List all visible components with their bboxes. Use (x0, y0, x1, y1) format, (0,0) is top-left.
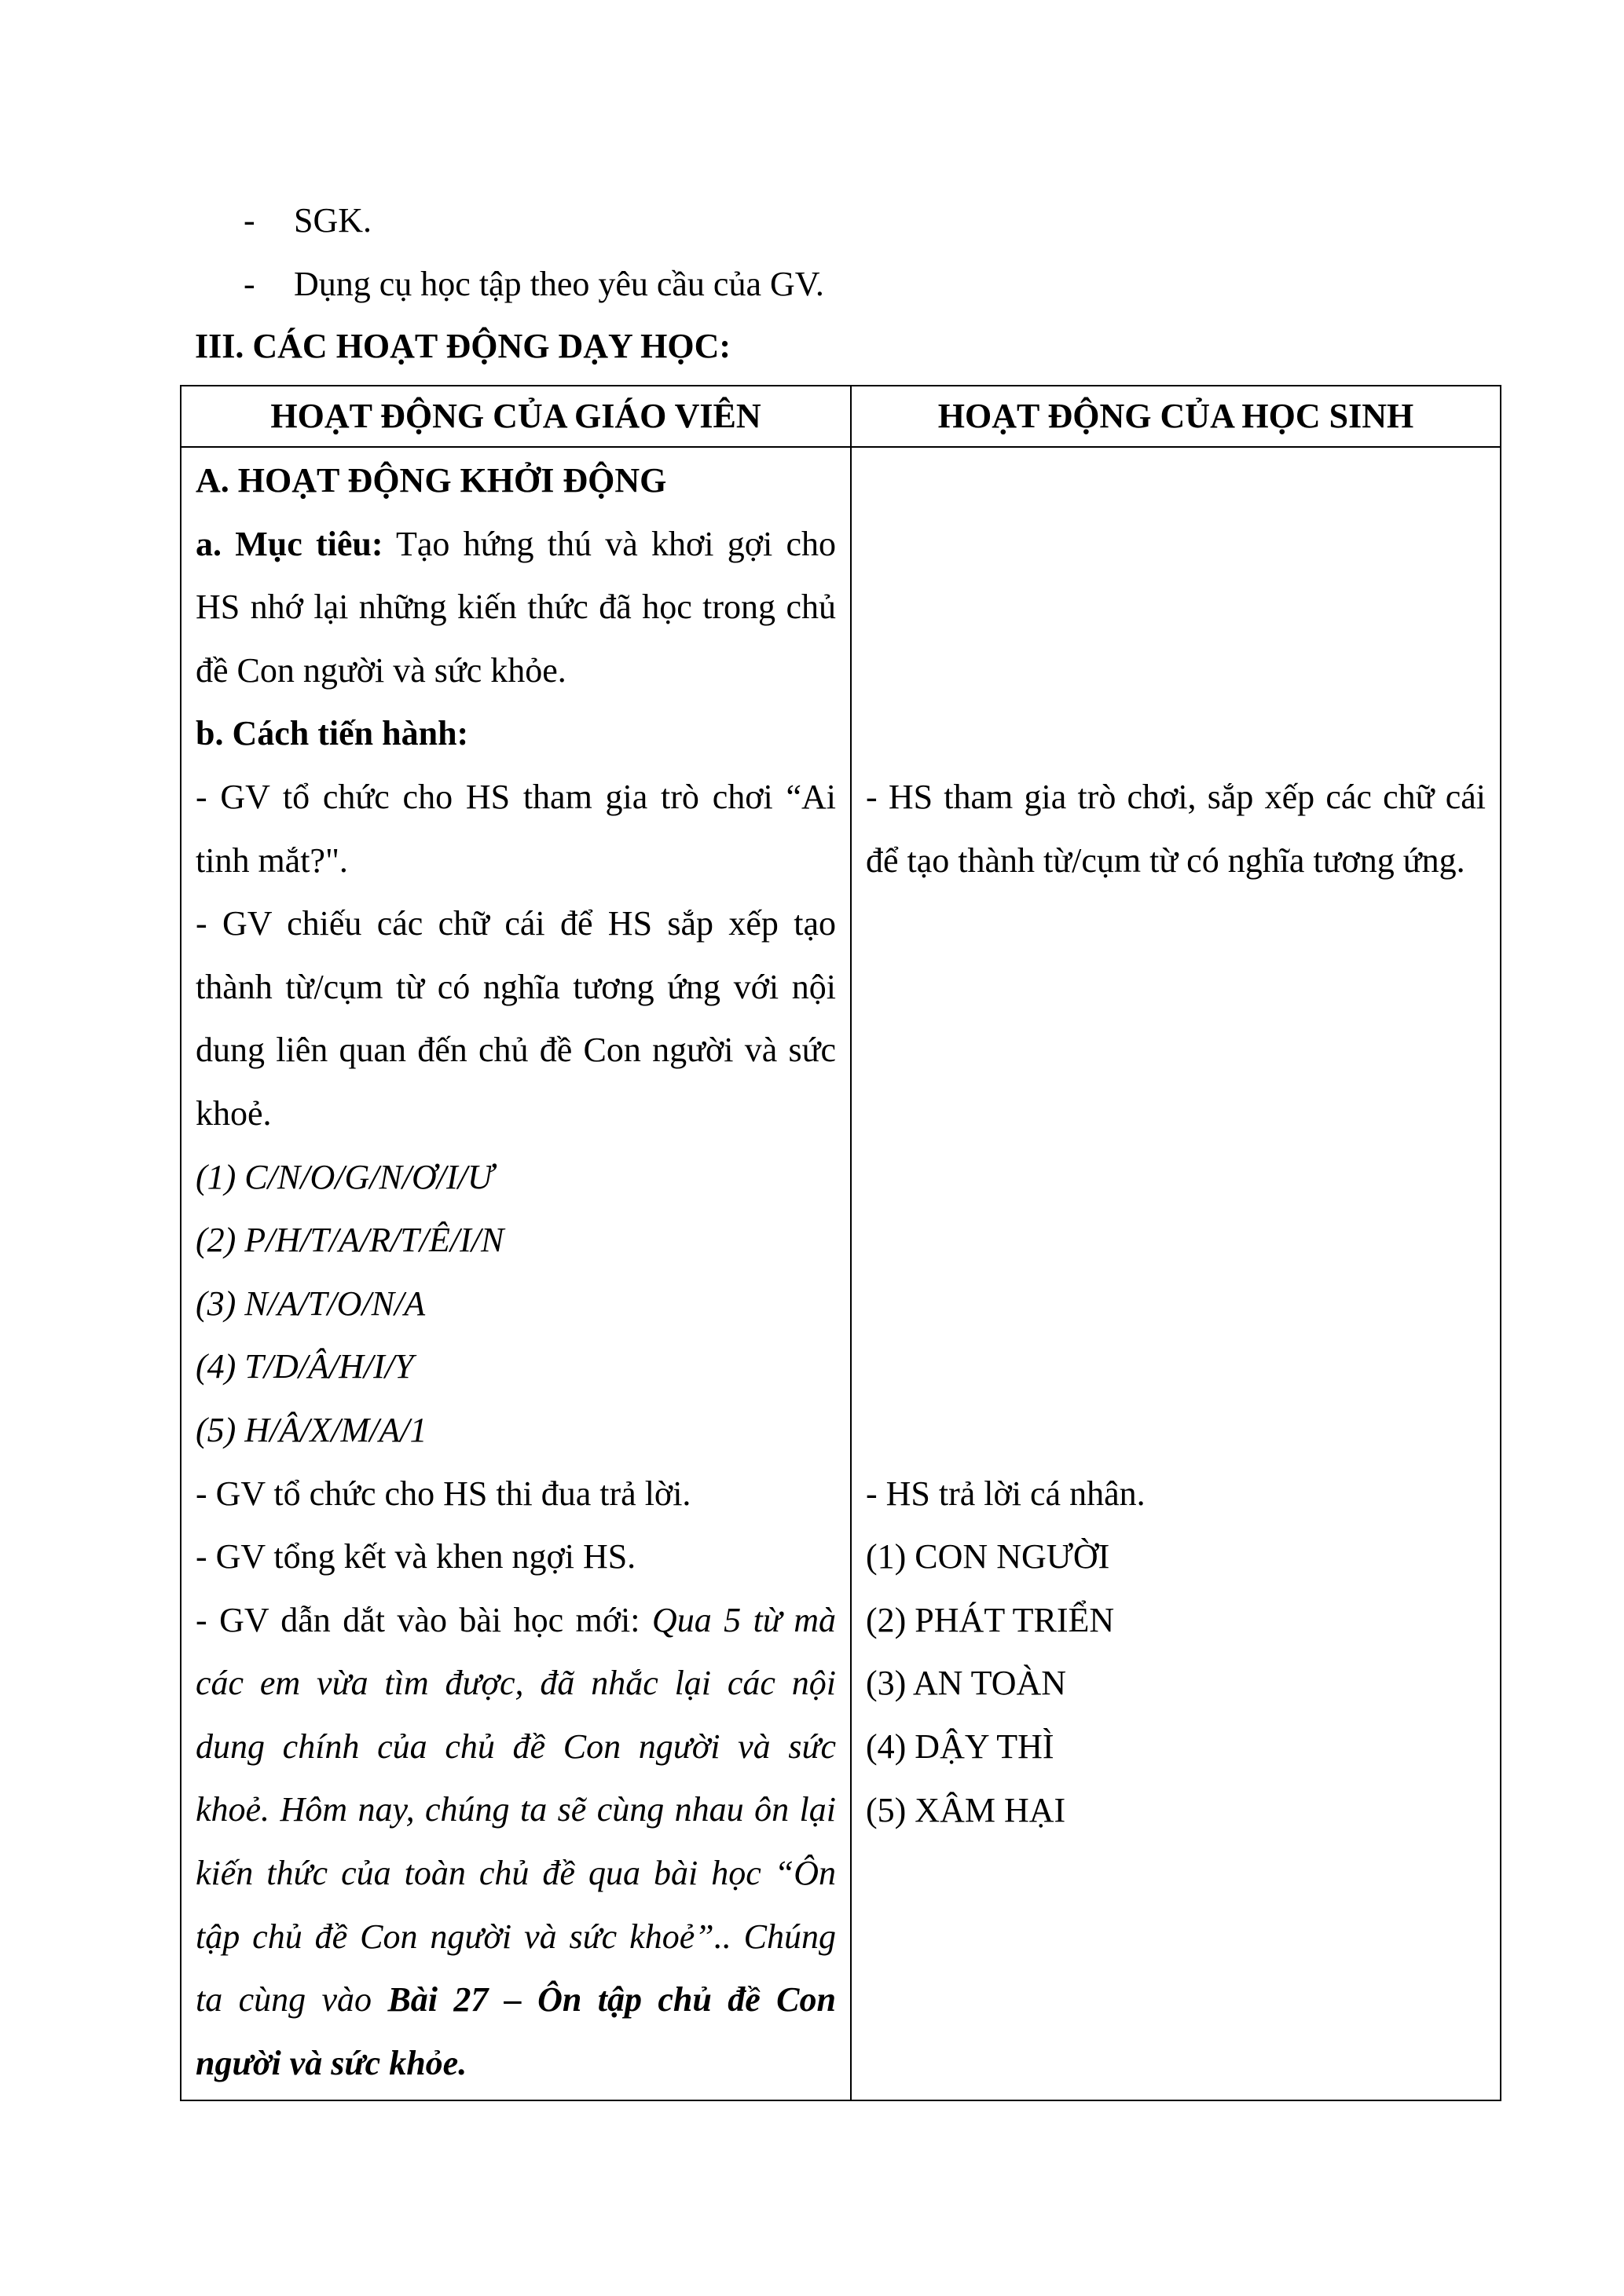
list-item-text: SGK. (294, 201, 372, 240)
lesson-intro-italic: Qua 5 từ mà các em vừa tìm được, đã nhắc lại các nội dung chính của chủ đề Con người và sức khoẻ. Hôm nay, chúng ta sẽ cùng nhau ôn lại kiến thức của toàn chủ đề qua bài học “Ôn tập chủ đề Con người và sức khoẻ”.. Chúng ta cùng vào (196, 1600, 836, 2020)
student-response: - HS trả lời cá nhân. (866, 1474, 1146, 1513)
objective-paragraph (196, 513, 836, 703)
list-dash: - (244, 201, 255, 240)
student-response: - HS tham gia trò chơi, sắp xếp các chữ cái để tạo thành từ/cụm từ có nghĩa tương ứng. (866, 778, 1486, 880)
cell-spacer (866, 449, 1486, 766)
teacher-column-header: HOẠT ĐỘNG CỦA GIÁO VIÊN (181, 386, 851, 447)
section-heading: III. CÁC HOẠT ĐỘNG DẠY HỌC: (195, 327, 731, 365)
puzzle-item: (5) H/Â/X/M/A/1 (196, 1410, 427, 1449)
student-column-header: HOẠT ĐỘNG CỦA HỌC SINH (851, 386, 1501, 447)
answer-item: (4) DẬY THÌ (866, 1727, 1054, 1766)
student-activity-cell (851, 447, 1501, 2100)
teacher-activity-cell (181, 447, 851, 2100)
part-title: A. HOẠT ĐỘNG KHỞI ĐỘNG (196, 461, 667, 500)
lesson-intro-prefix: - GV dẫn dắt vào bài học mới: (196, 1600, 652, 1639)
table-row (181, 447, 1501, 2100)
teacher-step: - GV tổng kết và khen ngợi HS. (196, 1537, 636, 1576)
teacher-step: - GV tổ chức cho HS thi đua trả lời. (196, 1474, 691, 1513)
puzzle-item: (4) T/D/Â/H/I/Y (196, 1347, 414, 1386)
table-header-row (181, 386, 1501, 447)
teacher-step: - GV chiếu các chữ cái để HS sắp xếp tạo thành từ/cụm từ có nghĩa tương ứng với nội dung liên quan đến chủ đề Con người và sức khoẻ. (196, 904, 836, 1133)
list-item (244, 189, 824, 252)
answer-item: (5) XÂM HẠI (866, 1790, 1066, 1829)
materials-list (244, 189, 824, 316)
answer-item: (2) PHÁT TRIỂN (866, 1600, 1115, 1639)
list-item-text: Dụng cụ học tập theo yêu cầu của GV. (294, 265, 824, 303)
activities-table (180, 385, 1501, 2101)
puzzle-item: (3) N/A/T/O/N/A (196, 1283, 426, 1323)
lesson-title: Bài 27 – Ôn tập chủ đề Con người và sức khỏe. (196, 1980, 836, 2082)
list-dash: - (244, 265, 255, 303)
objective-text: Tạo hứng thú và khơi gợi cho HS nhớ lại những kiến thức đã học trong chủ đề Con người và sức khỏe. (196, 524, 837, 690)
method-label: b. Cách tiến hành: (196, 714, 469, 753)
cell-spacer (866, 892, 1486, 1462)
puzzle-item: (1) C/N/O/G/N/Ơ/I/Ư (196, 1157, 494, 1196)
puzzle-item: (2) P/H/T/A/R/T/Ê/I/N (196, 1221, 504, 1260)
list-item (244, 252, 824, 316)
lesson-introduction (196, 1589, 836, 2096)
objective-label: a. Mục tiêu: (196, 524, 383, 563)
answer-item: (3) AN TOÀN (866, 1664, 1067, 1703)
teacher-step: - GV tổ chức cho HS tham gia trò chơi “Ai tinh mắt?". (196, 777, 836, 880)
answer-item: (1) CON NGƯỜI (866, 1537, 1110, 1576)
